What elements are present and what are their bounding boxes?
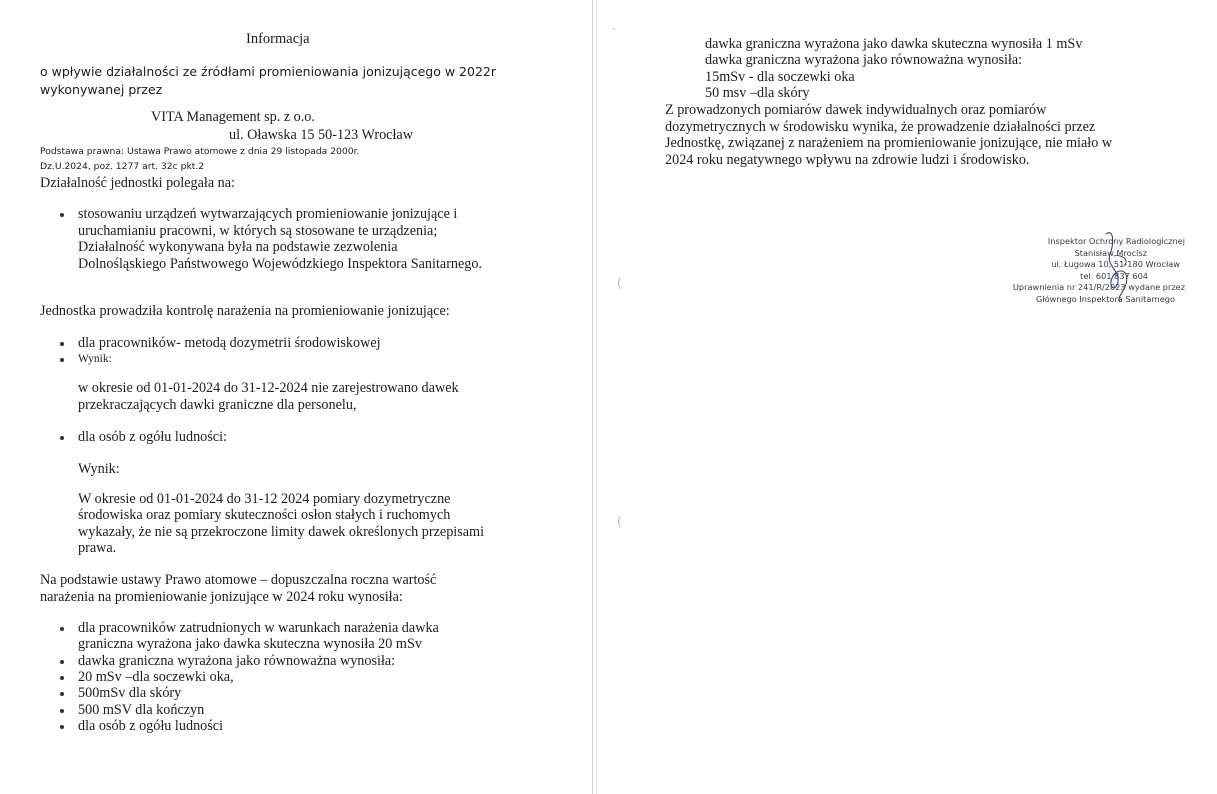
scan-speck: · xyxy=(612,22,616,36)
limits-list-line: dawka graniczna wyrażona jako równoważna wynosiła: xyxy=(78,653,396,669)
activity-line: uruchamianiu pracowni, w których są stosowane te urządzenia; xyxy=(78,223,438,239)
company-address: ul. Oławska 15 50-123 Wrocław xyxy=(229,127,413,143)
activity-line: Dolnośląskiego Państwowego Wojewódzkiego Inspektora Sanitarnego. xyxy=(78,256,483,272)
workers-method: dla pracowników- metodą dozymetrii środowiskowej xyxy=(78,335,381,351)
stamp-line: tel. 601 837 604 xyxy=(1080,270,1148,281)
public-result-line: W okresie od 01-01-2024 do 31-12 2024 pomiary dozymetryczne xyxy=(78,491,451,507)
limits-intro-line: narażenia na promieniowanie jonizujące w 2024 roku wynosiła: xyxy=(40,589,403,605)
bullet-icon xyxy=(60,676,64,680)
subtitle-line-1: o wpływie działalności ze źródłami promieniowania jonizującego w 2022r xyxy=(40,64,497,79)
result-label-small: Wynik: xyxy=(78,353,112,365)
activity-line: Działalność wykonywana była na podstawie zezwolenia xyxy=(78,239,398,255)
stamp-line: Inspektor Ochrony Radiologicznej xyxy=(1047,236,1185,246)
signature-icon xyxy=(1100,226,1160,306)
bullet-icon xyxy=(60,358,64,362)
activity-intro: Działalność jednostki polegała na: xyxy=(40,175,236,191)
bullet-icon xyxy=(60,342,64,346)
bullet-icon xyxy=(60,725,64,729)
scan-speck: ( xyxy=(617,514,622,528)
bullet-icon xyxy=(60,709,64,713)
limits-list-line: 500mSv dla skóry xyxy=(78,685,182,701)
public-result-line: środowiska oraz pomiary skuteczności osłon stałych i ruchomych xyxy=(78,507,451,523)
stamp-line: Stanisław Mrocisz xyxy=(1074,247,1147,258)
subtitle-line-2: wykonywanej przez xyxy=(40,82,163,97)
public-item: dla osób z ogółu ludności: xyxy=(78,429,227,445)
page-divider-shadow xyxy=(596,0,597,794)
public-result-label: Wynik: xyxy=(78,461,120,477)
stamp-line: ul. Ługowa 10, 51-180 Wrocław xyxy=(1051,259,1180,270)
workers-result-line: w okresie od 01-01-2024 do 31-12-2024 nie zarejestrowano dawek xyxy=(78,380,459,396)
stamp-line: Głównego Inspektora Sanitarnego xyxy=(1035,293,1175,304)
document-title: Informacja xyxy=(246,31,310,47)
limits-intro-line: Na podstawie ustawy Prawo atomowe – dopuszczalna roczna wartość xyxy=(40,572,437,588)
limits-list-line: dla osób z ogółu ludności xyxy=(78,718,224,734)
public-result-line: wykazały, że nie są przekroczone limity dawek określonych przepisami xyxy=(78,524,485,540)
conclusion-line: Jednostkę, związanej z narażeniem na promieniowanie jonizujące, nie miało w xyxy=(665,135,1113,151)
bullet-icon xyxy=(60,213,64,217)
limits-list-line: graniczna wyrażona jako dawka skuteczna wynosiła 20 mSv xyxy=(78,636,422,652)
limits-list-line: 20 mSv –dla soczewki oka, xyxy=(78,669,234,685)
company-name: VITA Management sp. z o.o. xyxy=(151,109,315,125)
limits-list-line: dla pracowników zatrudnionych w warunkach narażenia dawka xyxy=(78,620,439,636)
conclusion-line: dozymetrycznych w środowisku wynika, że prowadzenie działalności przez xyxy=(665,119,1096,135)
limits-cont-line: 50 msv –dla skóry xyxy=(705,85,810,101)
page-divider xyxy=(592,0,593,794)
public-result-line: prawa. xyxy=(78,540,117,556)
limits-list-line: 500 mSV dla kończyn xyxy=(78,702,205,718)
bullet-icon xyxy=(60,627,64,631)
control-intro: Jednostka prowadziła kontrolę narażenia na promieniowanie jonizujące: xyxy=(40,303,450,319)
workers-result-line: przekraczających dawki graniczne dla personelu, xyxy=(78,397,357,413)
bullet-icon xyxy=(60,436,64,440)
stamp-line: Uprawnienia nr 241/R/2023 wydane przez xyxy=(1012,282,1185,293)
limits-cont-line: 15mSv - dla soczewki oka xyxy=(705,69,855,85)
legal-basis-line-2: Dz.U.2024, poz. 1277 art. 32c pkt.2 xyxy=(40,161,205,172)
legal-basis-line-1: Podstawa prawna: Ustawa Prawo atomowe z dnia 29 listopada 2000r. xyxy=(40,146,360,157)
limits-cont-line: dawka graniczna wyrażona jako równoważna wynosiła: xyxy=(705,52,1023,68)
limits-cont-line: dawka graniczna wyrażona jako dawka skuteczna wynosiła 1 mSv xyxy=(705,36,1083,52)
activity-line: stosowaniu urządzeń wytwarzających promieniowanie jonizujące i xyxy=(78,206,458,222)
bullet-icon xyxy=(60,660,64,664)
conclusion-line: Z prowadzonych pomiarów dawek indywidualnych oraz pomiarów xyxy=(665,102,1047,118)
bullet-icon xyxy=(60,692,64,696)
scan-speck: ( xyxy=(617,276,622,290)
conclusion-line: 2024 roku negatywnego wpływu na zdrowie ludzi i środowisko. xyxy=(665,152,1030,168)
